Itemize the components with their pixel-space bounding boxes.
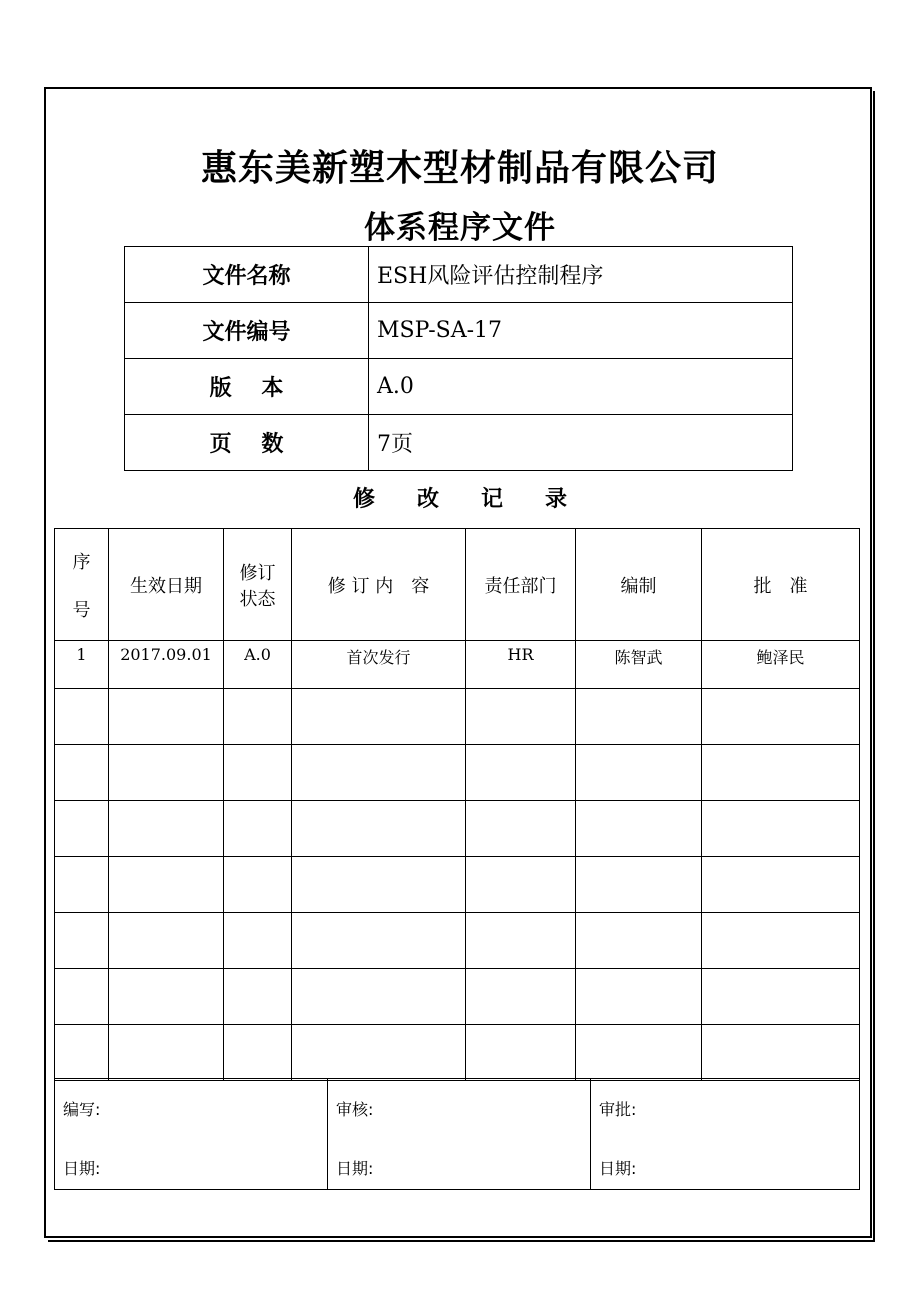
reviewer-date-label: 日期: xyxy=(336,1159,374,1178)
signoff-table xyxy=(54,1078,860,1190)
revision-table xyxy=(54,528,860,1081)
info-label: 页 数 xyxy=(125,415,369,471)
signoff-approver xyxy=(591,1079,860,1190)
frame-shadow-bottom xyxy=(48,1240,874,1242)
header-dept: 责任部门 xyxy=(466,529,576,641)
cell-seq: 1 xyxy=(55,641,109,689)
document-info-table xyxy=(124,246,793,471)
info-value: 7页 xyxy=(369,415,793,471)
info-value: A.0 xyxy=(369,359,793,415)
company-name: 惠东美新塑木型材制品有限公司 xyxy=(200,148,719,189)
frame-shadow-right xyxy=(873,91,875,1242)
cell-content: 首次发行 xyxy=(292,641,466,689)
approver-label: 审批: xyxy=(599,1100,637,1119)
header-date: 生效日期 xyxy=(109,529,224,641)
header-seq-line2: 号 xyxy=(72,599,91,621)
header-status-line2: 状态 xyxy=(239,588,276,610)
revision-record-title xyxy=(0,482,920,513)
header-seq xyxy=(55,529,109,641)
header-seq-line1: 序 xyxy=(72,551,91,573)
cell-author: 陈智武 xyxy=(576,641,702,689)
info-value: ESH风险评估控制程序 xyxy=(369,247,793,303)
cell-approve: 鲍泽民 xyxy=(702,641,860,689)
info-row xyxy=(125,359,793,415)
table-row-empty xyxy=(55,969,860,1025)
header-status-line1: 修订 xyxy=(239,562,276,584)
signoff-reviewer xyxy=(328,1079,591,1190)
table-row xyxy=(55,641,860,689)
table-row-empty xyxy=(55,1025,860,1081)
table-row-empty xyxy=(55,801,860,857)
info-row xyxy=(125,303,793,359)
revision-header-row xyxy=(55,529,860,641)
info-label: 文件编号 xyxy=(125,303,369,359)
table-row-empty xyxy=(55,745,860,801)
header-status xyxy=(224,529,292,641)
table-row-empty xyxy=(55,913,860,969)
writer-date-label: 日期: xyxy=(63,1159,101,1178)
title-char: 修 xyxy=(352,487,375,512)
info-label: 文件名称 xyxy=(125,247,369,303)
cell-date: 2017.09.01 xyxy=(109,641,224,689)
document-type: 体系程序文件 xyxy=(364,210,556,246)
info-value: MSP-SA-17 xyxy=(369,303,793,359)
table-row-empty xyxy=(55,689,860,745)
info-label: 版 本 xyxy=(125,359,369,415)
title-char: 录 xyxy=(545,487,568,512)
table-row-empty xyxy=(55,857,860,913)
header-approve: 批 准 xyxy=(702,529,860,641)
cell-dept: HR xyxy=(466,641,576,689)
header-content: 修 订 内 容 xyxy=(292,529,466,641)
cell-status: A.0 xyxy=(224,641,292,689)
writer-label: 编写: xyxy=(63,1100,101,1119)
title-char: 记 xyxy=(481,487,504,512)
approver-date-label: 日期: xyxy=(599,1159,637,1178)
info-row xyxy=(125,247,793,303)
header-author: 编制 xyxy=(576,529,702,641)
info-row xyxy=(125,415,793,471)
title-char: 改 xyxy=(416,487,439,512)
reviewer-label: 审核: xyxy=(336,1100,374,1119)
signoff-writer xyxy=(55,1079,328,1190)
